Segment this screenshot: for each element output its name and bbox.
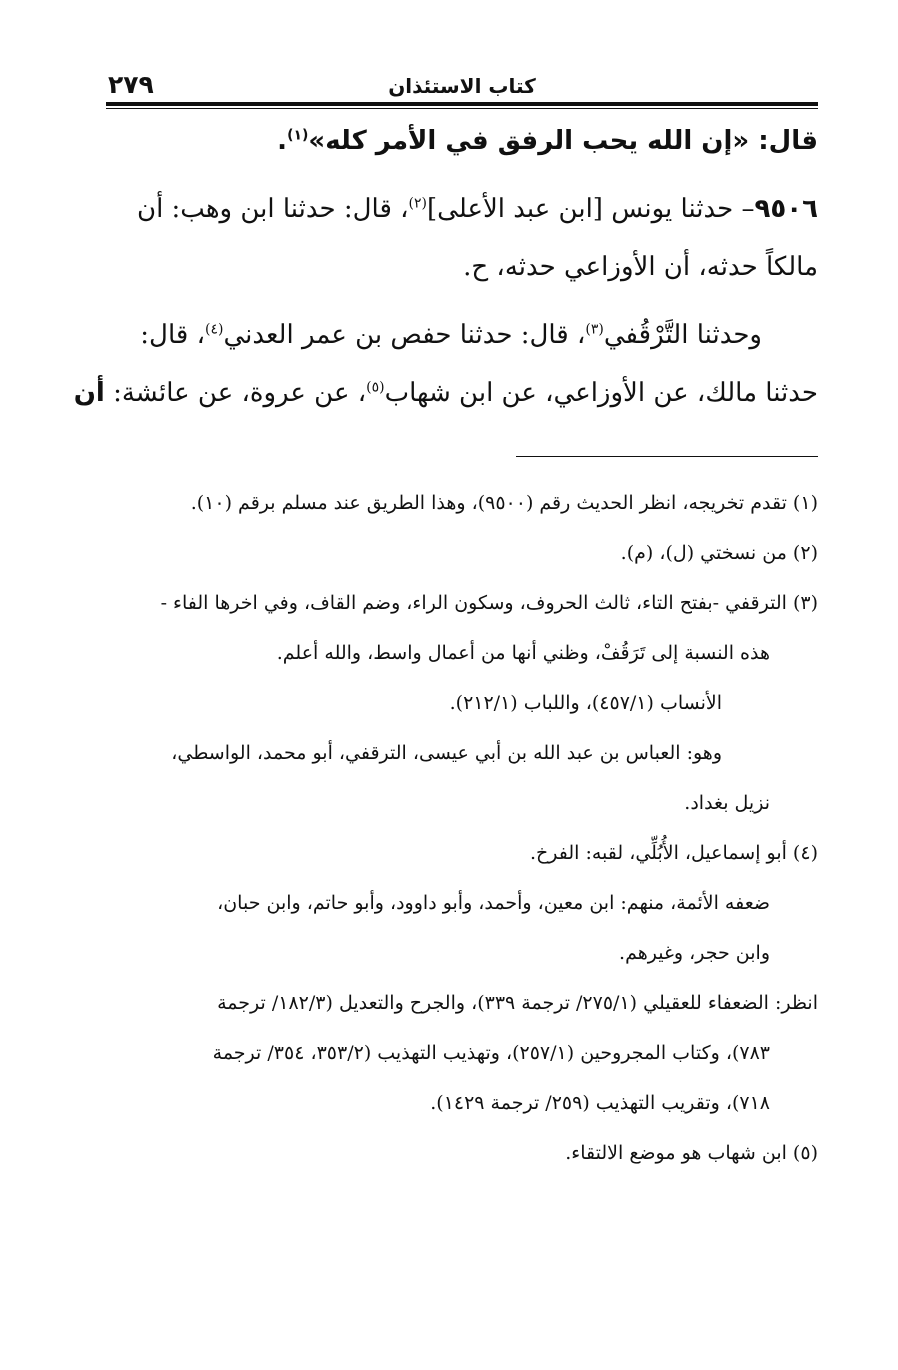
footnote-3-line-5: نزيل بغداد. [684, 792, 770, 814]
footnote-3: (٣) الترقفي -بفتح التاء، ثالث الحروف، وسكون الراء، وضم القاف، وفي اخرها الفاء - [160, 592, 818, 614]
footnote-separator [516, 456, 818, 457]
main-line-3: مالكاً حدثه، أن الأوزاعي حدثه، ح. [463, 252, 818, 282]
hadith-quote: قال: «إن الله يحب الرفق في الأمر كله» [308, 126, 818, 156]
isnad-text: ، قال: حدثنا حفص بن عمر العدني [223, 320, 586, 350]
footnote-2: (٢) من نسختي (ل)، (م). [620, 542, 818, 564]
footnote-4-line-4: انظر: الضعفاء للعقيلي (٢٧٥/١/ ترجمة ٣٣٩)، والجرح والتعديل (١٨٢/٣/ ترجمة [217, 992, 818, 1014]
footnote-4: (٤) أبو إسماعيل، الأُبُلِّي، لقبه: الفرخ. [529, 842, 818, 864]
isnad-text: ، قال: [140, 320, 205, 350]
footnote-4-line-5: ٧٨٣)، وكتاب المجروحين (٢٥٧/١)، وتهذيب التهذيب (٣٥٣/٢، ٣٥٤/ ترجمة [212, 1042, 770, 1064]
footnote-ref-3: (٣) [585, 321, 604, 338]
footnote-ref-5: (٥) [366, 379, 385, 396]
hadith-number: ٩٥٠٦ [754, 194, 818, 224]
header-rule-thick [106, 102, 818, 106]
footnote-ref-1: (١) [287, 127, 309, 144]
footnote-3-line-3: الأنساب (٤٥٧/١)، واللباب (٢١٢/١). [449, 692, 722, 714]
page-number: ٢٧٩ [108, 70, 154, 99]
line-end: . [277, 126, 288, 156]
isnad-text: وحدثنا التَّرْقُفي [603, 320, 762, 350]
main-line-2 [106, 180, 818, 238]
footnote-ref-2: (٢) [408, 195, 428, 212]
main-line-1 [106, 112, 818, 170]
footnote-3-line-2: هذه النسبة إلى تَرَقُفْ، وظني أنها من أعمال واسط، والله أعلم. [276, 642, 770, 664]
footnote-3-line-4: وهو: العباس بن عبد الله بن أبي عيسى، الترقفي، أبو محمد، الواسطي، [171, 742, 722, 764]
footnote-ref-4: (٤) [204, 321, 224, 338]
footnote-4-line-3: وابن حجر، وغيرهم. [619, 942, 770, 964]
continuation-word: أن [73, 378, 105, 408]
isnad-text: – حدثنا يونس [ابن عبد الأعلى] [427, 194, 755, 224]
main-text [73, 112, 818, 422]
footnote-5: (٥) ابن شهاب هو موضع الالتقاء. [565, 1142, 818, 1164]
running-title: كتاب الاستئذان [388, 74, 536, 98]
main-line-5 [73, 364, 818, 422]
isnad-text: حدثنا مالك، عن الأوزاعي، عن ابن شهاب [384, 378, 818, 408]
page-header [106, 66, 818, 102]
isnad-text: ، قال: حدثنا ابن وهب: أن [136, 194, 409, 224]
footnotes [106, 478, 818, 1178]
header-rule-thin [106, 108, 818, 109]
footnote-1: (١) تقدم تخريجه، انظر الحديث رقم (٩٥٠٠)، وهذا الطريق عند مسلم برقم (١٠). [190, 492, 818, 514]
footnote-4-line-2: ضعفه الأئمة، منهم: ابن معين، وأحمد، وأبو داوود، وأبو حاتم، وابن حبان، [217, 892, 770, 914]
footnote-4-line-6: ٧١٨)، وتقريب التهذيب (٢٥٩/ ترجمة ١٤٢٩). [430, 1092, 770, 1114]
main-line-4 [106, 306, 818, 364]
isnad-text: ، عن عروة، عن عائشة: [104, 378, 367, 408]
